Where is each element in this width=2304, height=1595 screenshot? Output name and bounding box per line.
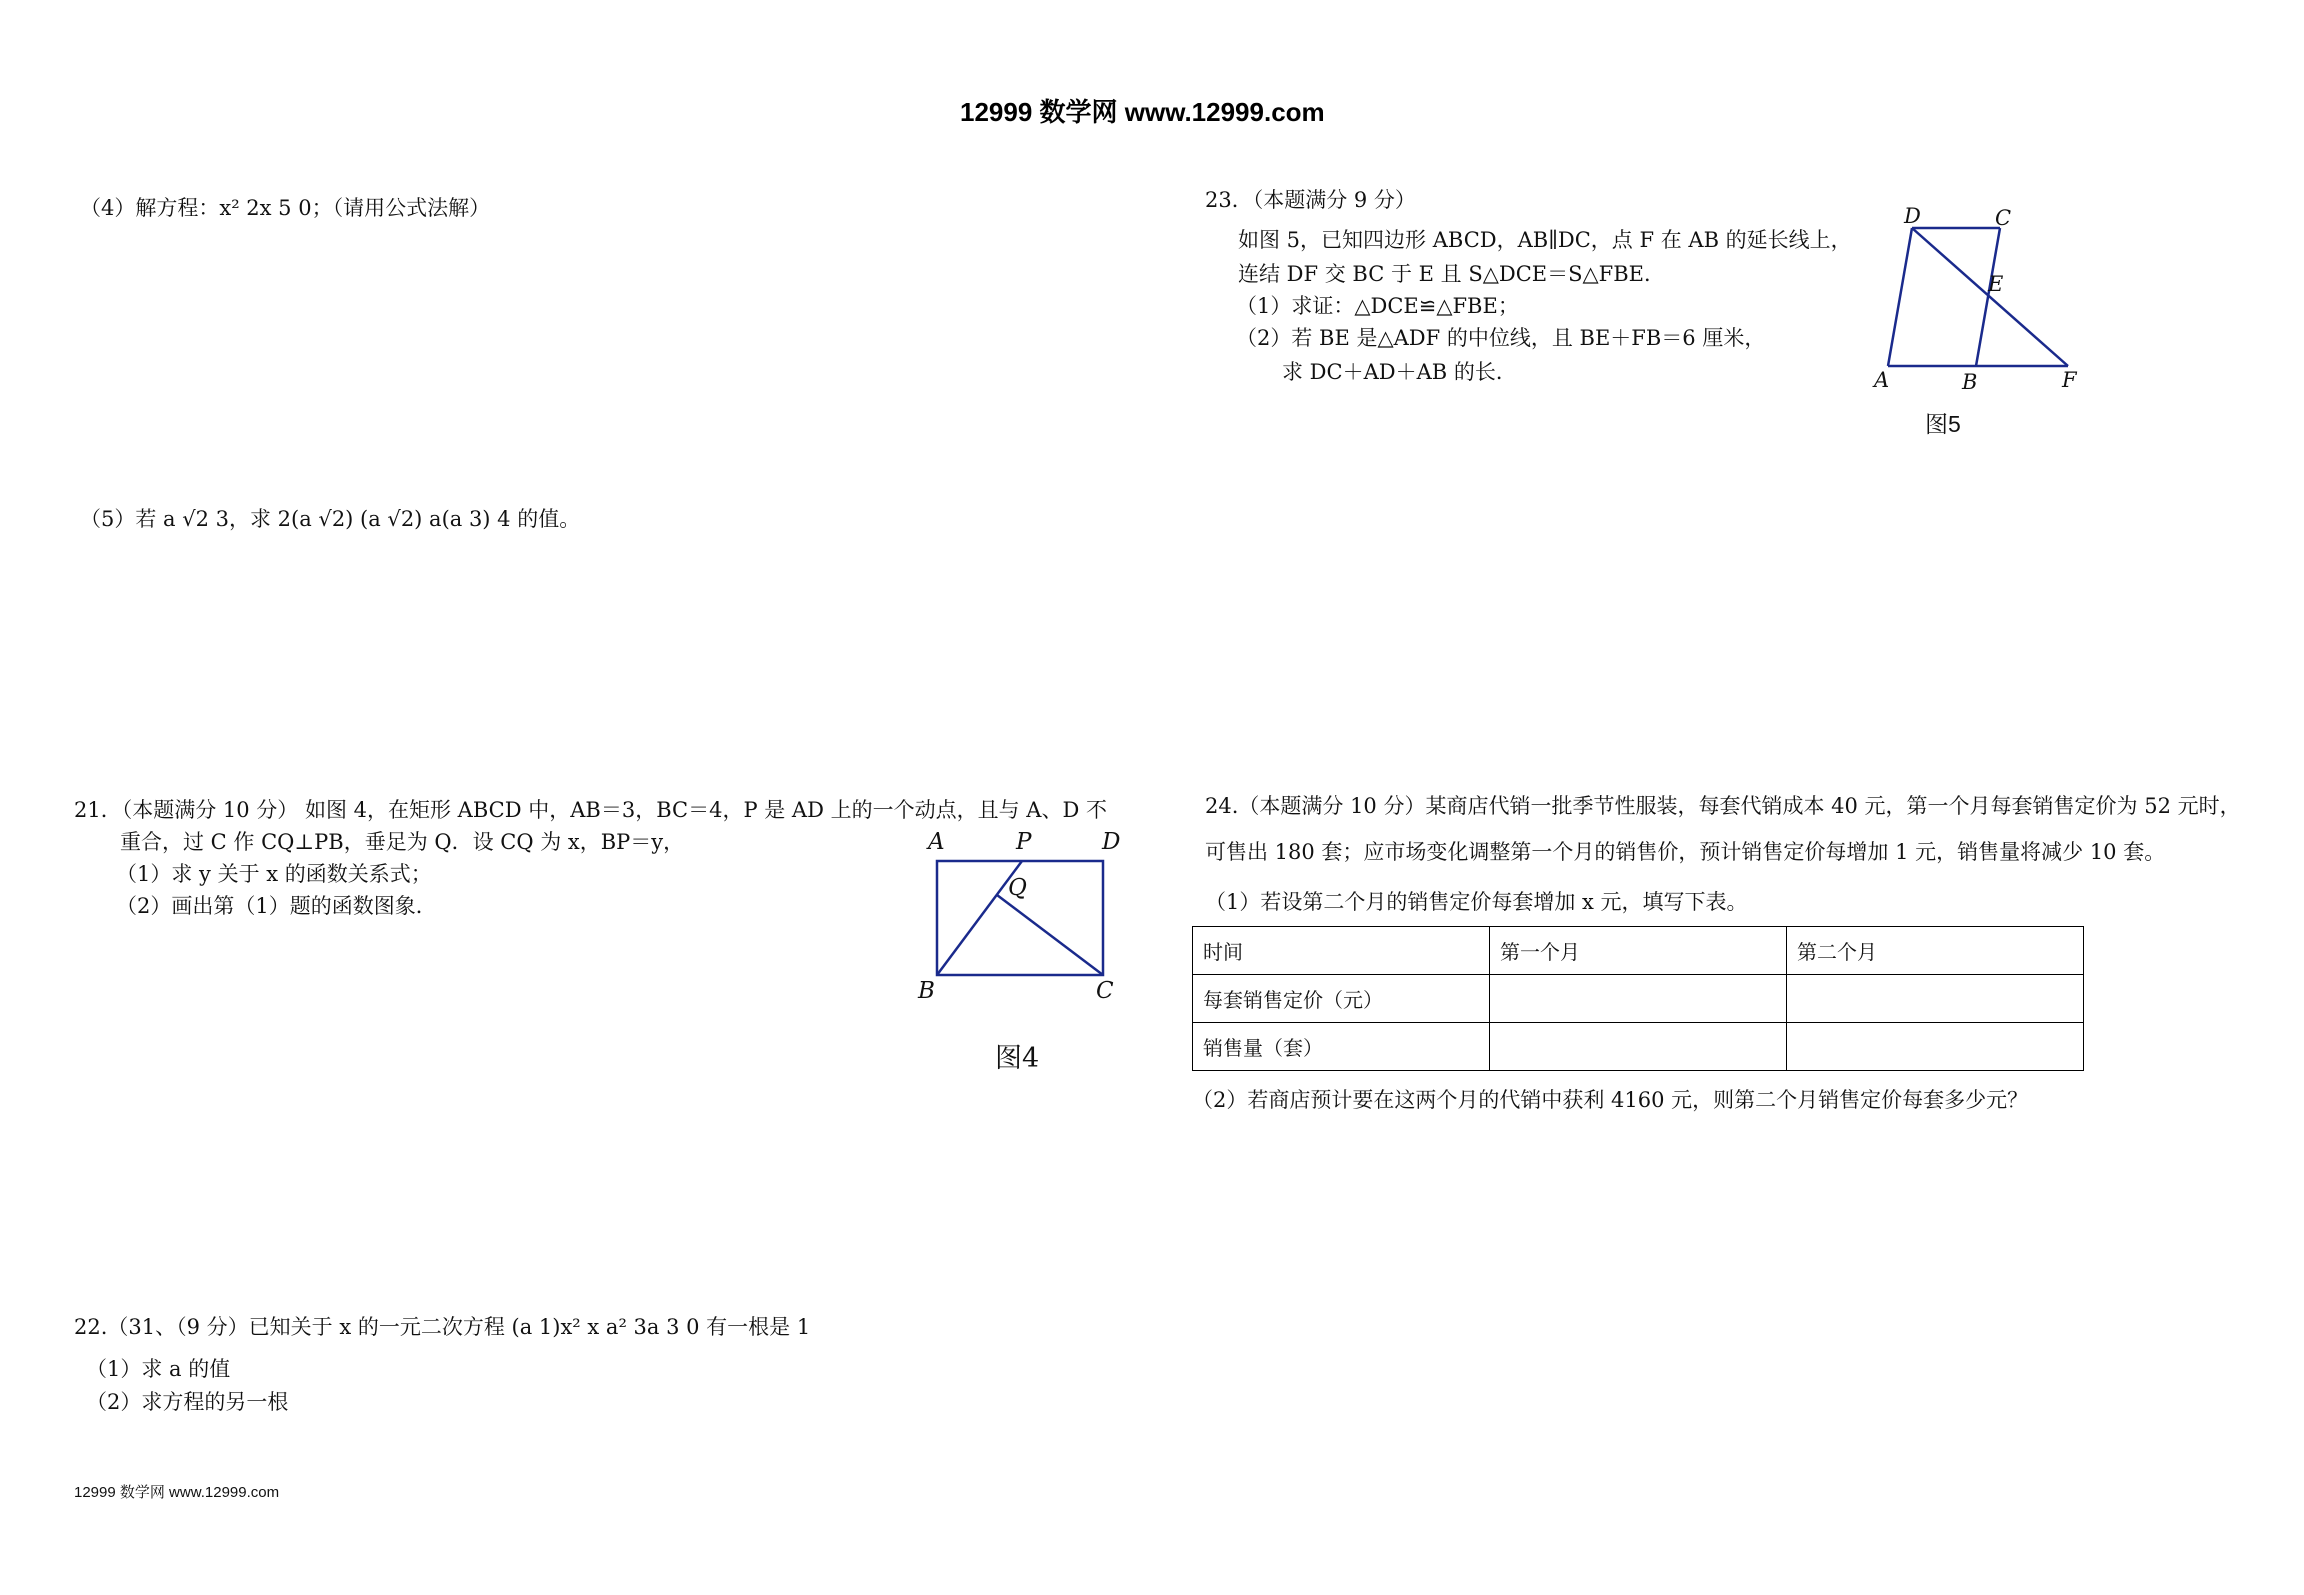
q21-line4: （2）画出第（1）题的函数图象．	[116, 894, 437, 918]
q23-line5: （2）若 BE 是△ADF 的中位线，且 BE＋FB＝6 厘米，	[1236, 326, 1766, 350]
table-header-row	[1193, 927, 2084, 975]
fig5-label-f: F	[2062, 368, 2077, 392]
table-row	[1193, 1023, 2084, 1071]
segment-cb	[1976, 228, 2000, 366]
q23-line3: 连结 DF 交 BC 于 E 且 S△DCE＝S△FBE．	[1238, 262, 1665, 286]
q22-line1: 22.（31、（9 分）已知关于 x 的一元二次方程 (a 1)x² x a² 3a 3 0 有一根是 1	[74, 1315, 811, 1339]
q23-line4: （1）求证：△DCE≌△FBE；	[1236, 294, 1519, 318]
q23-line2: 如图 5，已知四边形 ABCD，AB∥DC，点 F 在 AB 的延长线上，	[1238, 228, 1852, 252]
figure-4-caption: 图4	[995, 1043, 1040, 1074]
table-header-cell: 第二个月	[1787, 927, 2084, 975]
q24-line2: 可售出 180 套；应市场变化调整第一个月的销售价，预计销售定价每增加 1 元，销售量将减少 10 套。	[1205, 840, 2166, 864]
table-header-cell: 第一个月	[1490, 927, 1787, 975]
fig4-label-p: P	[1016, 829, 1032, 855]
page-footer: 12999 数学网 www.12999.com	[74, 1484, 280, 1501]
q24-line4: （2）若商店预计要在这两个月的代销中获利 4160 元，则第二个月销售定价每套多少元？	[1192, 1088, 2029, 1112]
table-cell	[1490, 1023, 1787, 1071]
segment-da	[1888, 228, 1912, 366]
q22-line3: （2）求方程的另一根	[86, 1390, 289, 1414]
fig4-label-d: D	[1102, 829, 1121, 855]
figure-5-caption: 图5	[1925, 411, 1961, 437]
fig5-label-e: E	[1988, 272, 2004, 296]
q21-line1: 21．（本题满分 10 分） 如图 4，在矩形 ABCD 中，AB＝3，BC＝4，P 是 AD 上的一个动点，且与 A、D 不	[74, 798, 1107, 822]
table-cell	[1490, 975, 1787, 1023]
figure-5-diagram	[1870, 210, 2090, 380]
table-header-cell: 时间	[1193, 927, 1490, 975]
fig4-label-c: C	[1096, 978, 1114, 1004]
table-cell	[1787, 975, 2084, 1023]
segment-df	[1912, 228, 2068, 366]
table-row	[1193, 975, 2084, 1023]
table-cell	[1787, 1023, 2084, 1071]
page-header-title: 12999 数学网 www.12999.com	[960, 97, 1325, 127]
segment-cq	[997, 895, 1103, 975]
fig4-label-b: B	[918, 978, 935, 1004]
q21-line3: （1）求 y 关于 x 的函数关系式；	[116, 862, 432, 886]
sales-table	[1192, 926, 2084, 1071]
q23-line6: 求 DC＋AD＋AB 的长．	[1282, 360, 1517, 384]
table-cell: 每套销售定价（元）	[1193, 975, 1490, 1023]
fig5-label-b: B	[1962, 370, 1978, 394]
fig5-label-c: C	[1995, 206, 2012, 230]
q24-line3: （1）若设第二个月的销售定价每套增加 x 元，填写下表。	[1205, 890, 1748, 914]
q21-line2: 重合，过 C 作 CQ⊥PB，垂足为 Q．设 CQ 为 x，BP＝y，	[120, 830, 685, 854]
fig5-label-d: D	[1904, 204, 1921, 228]
q22-line2: （1）求 a 的值	[86, 1357, 231, 1381]
fig5-label-a: A	[1874, 368, 1890, 392]
table-cell: 销售量（套）	[1193, 1023, 1490, 1071]
q23-line1: 23．（本题满分 9 分）	[1205, 188, 1416, 212]
q20-item4: （4）解方程：x² 2x 5 0；（请用公式法解）	[80, 196, 491, 220]
q20-item5: （5）若 a √2 3，求 2(a √2) (a √2) a(a 3) 4 的值。	[80, 507, 581, 531]
q24-line1: 24.（本题满分 10 分）某商店代销一批季节性服装，每套代销成本 40 元，第一个月每套销售定价为 52 元时，	[1205, 794, 2241, 818]
fig4-label-q: Q	[1008, 875, 1027, 901]
fig4-label-a: A	[928, 829, 945, 855]
